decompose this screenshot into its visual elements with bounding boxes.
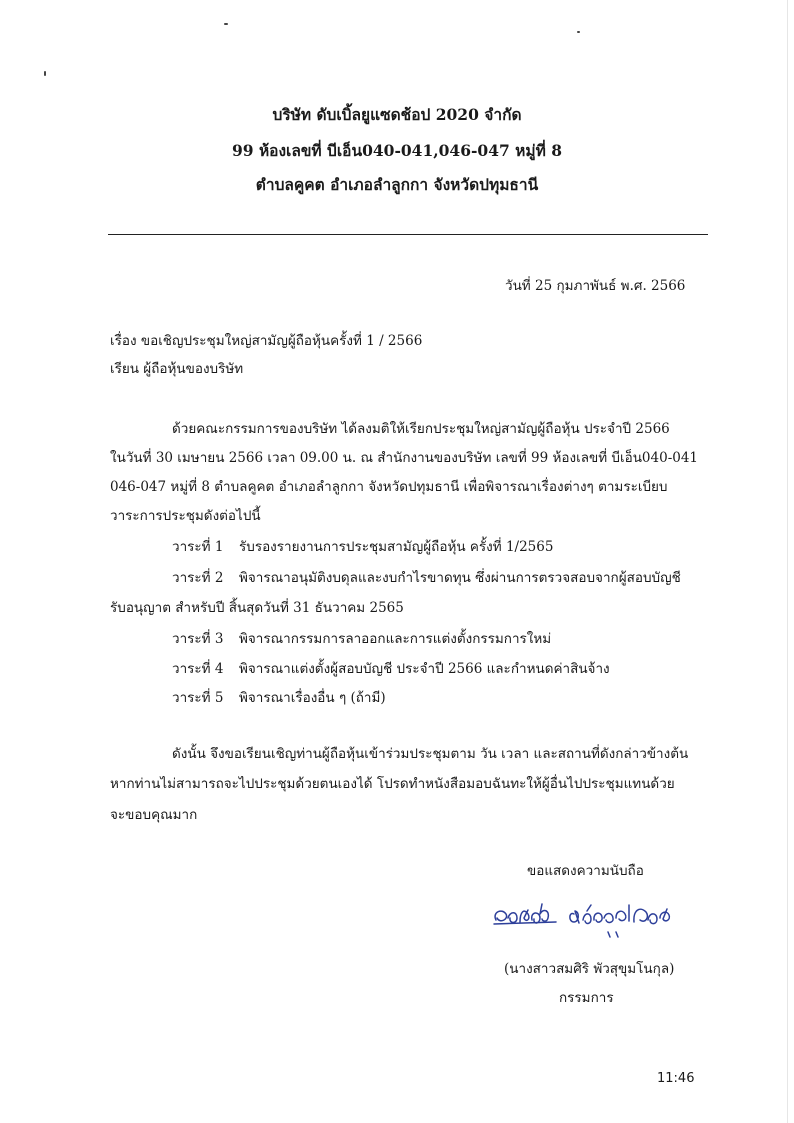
agenda-label: วาระที่ 3 [172,631,224,647]
scan-timestamp: 11:46 [657,1071,695,1086]
closing-line: จะขอบคุณมาก [110,807,198,823]
letter-subject: เรื่อง ขอเชิญประชุมใหญ่สามัญผู้ถือหุ้นครั้งที่ 1 / 2566 [110,333,423,349]
company-address-line-2: ตำบลคูคต อำเภอลำลูกกา จังหวัดปทุมธานี [255,175,539,194]
closing-line: หากท่านไม่สามารถจะไปประชุมด้วยตนเองได้ โปรดทำหนังสือมอบฉันทะให้ผู้อื่นไปประชุมแทนด้วย [110,776,675,792]
header-divider [108,234,708,235]
intro-line: ด้วยคณะกรรมการของบริษัท ได้ลงมติให้เรียกประชุมใหญ่สามัญผู้ถือหุ้น ประจำปี 2566 [172,421,670,437]
agenda-text: พิจารณากรรมการลาออกและการแต่งตั้งกรรมการใหม่ [239,631,552,647]
signature-graphic [488,892,703,942]
scan-speck [577,31,580,33]
handwritten-signature [488,892,703,946]
agenda-label: วาระที่ 4 [172,661,224,677]
scan-edge-line [787,0,788,1123]
intro-line: 046-047 หมู่ที่ 8 ตำบลคูคต อำเภอลำลูกกา จังหวัดปทุมธานี เพื่อพิจารณาเรื่องต่างๆ ตามระเบียบ [110,479,668,495]
scan-speck [44,71,46,76]
signatory-title: กรรมการ [559,990,614,1006]
signatory-name: (นางสาวสมศิริ พัวสุขุมโนกุล) [504,961,675,977]
agenda-text: พิจารณาอนุมัติงบดุลและงบกำไรขาดทุน ซึ่งผ่านการตรวจสอบจากผู้สอบบัญชี [239,570,681,586]
closing-line: ดังนั้น จึงขอเรียนเชิญท่านผู้ถือหุ้นเข้าร่วมประชุมตาม วัน เวลา และสถานที่ดังกล่าวข้างต้น [172,746,689,762]
company-address-line-1: 99 ห้องเลขที่ บีเอ็น040-041,046-047 หมู่ที่ 8 [231,141,563,160]
agenda-text: รับรองรายงานการประชุมสามัญผู้ถือหุ้น ครั้งที่ 1/2565 [239,539,554,555]
agenda-text: พิจารณาเรื่องอื่น ๆ (ถ้ามี) [239,690,386,706]
agenda-label: วาระที่ 5 [172,690,224,706]
company-name: บริษัท ดับเบิ้ลยูแซดช้อป 2020 จำกัด [272,105,522,124]
intro-line: วาระการประชุมดังต่อไปนี้ [110,508,261,524]
agenda-text-continued: รับอนุญาต สำหรับปี สิ้นสุดวันที่ 31 ธันวาคม 2565 [110,600,404,616]
letter-date: วันที่ 25 กุมภาพันธ์ พ.ศ. 2566 [505,278,686,294]
letter-salutation: เรียน ผู้ถือหุ้นของบริษัท [110,361,244,377]
agenda-label: วาระที่ 1 [172,539,224,555]
scan-speck [224,23,228,25]
agenda-text: พิจารณาแต่งตั้งผู้สอบบัญชี ประจำปี 2566 และกำหนดค่าสินจ้าง [239,661,610,677]
intro-line: ในวันที่ 30 เมษายน 2566 เวลา 09.00 น. ณ สำนักงานของบริษัท เลขที่ 99 ห้องเลขที่ บีเอ็น040-041 [110,450,699,466]
agenda-label: วาระที่ 2 [172,570,224,586]
regards-text: ขอแสดงความนับถือ [527,863,644,879]
